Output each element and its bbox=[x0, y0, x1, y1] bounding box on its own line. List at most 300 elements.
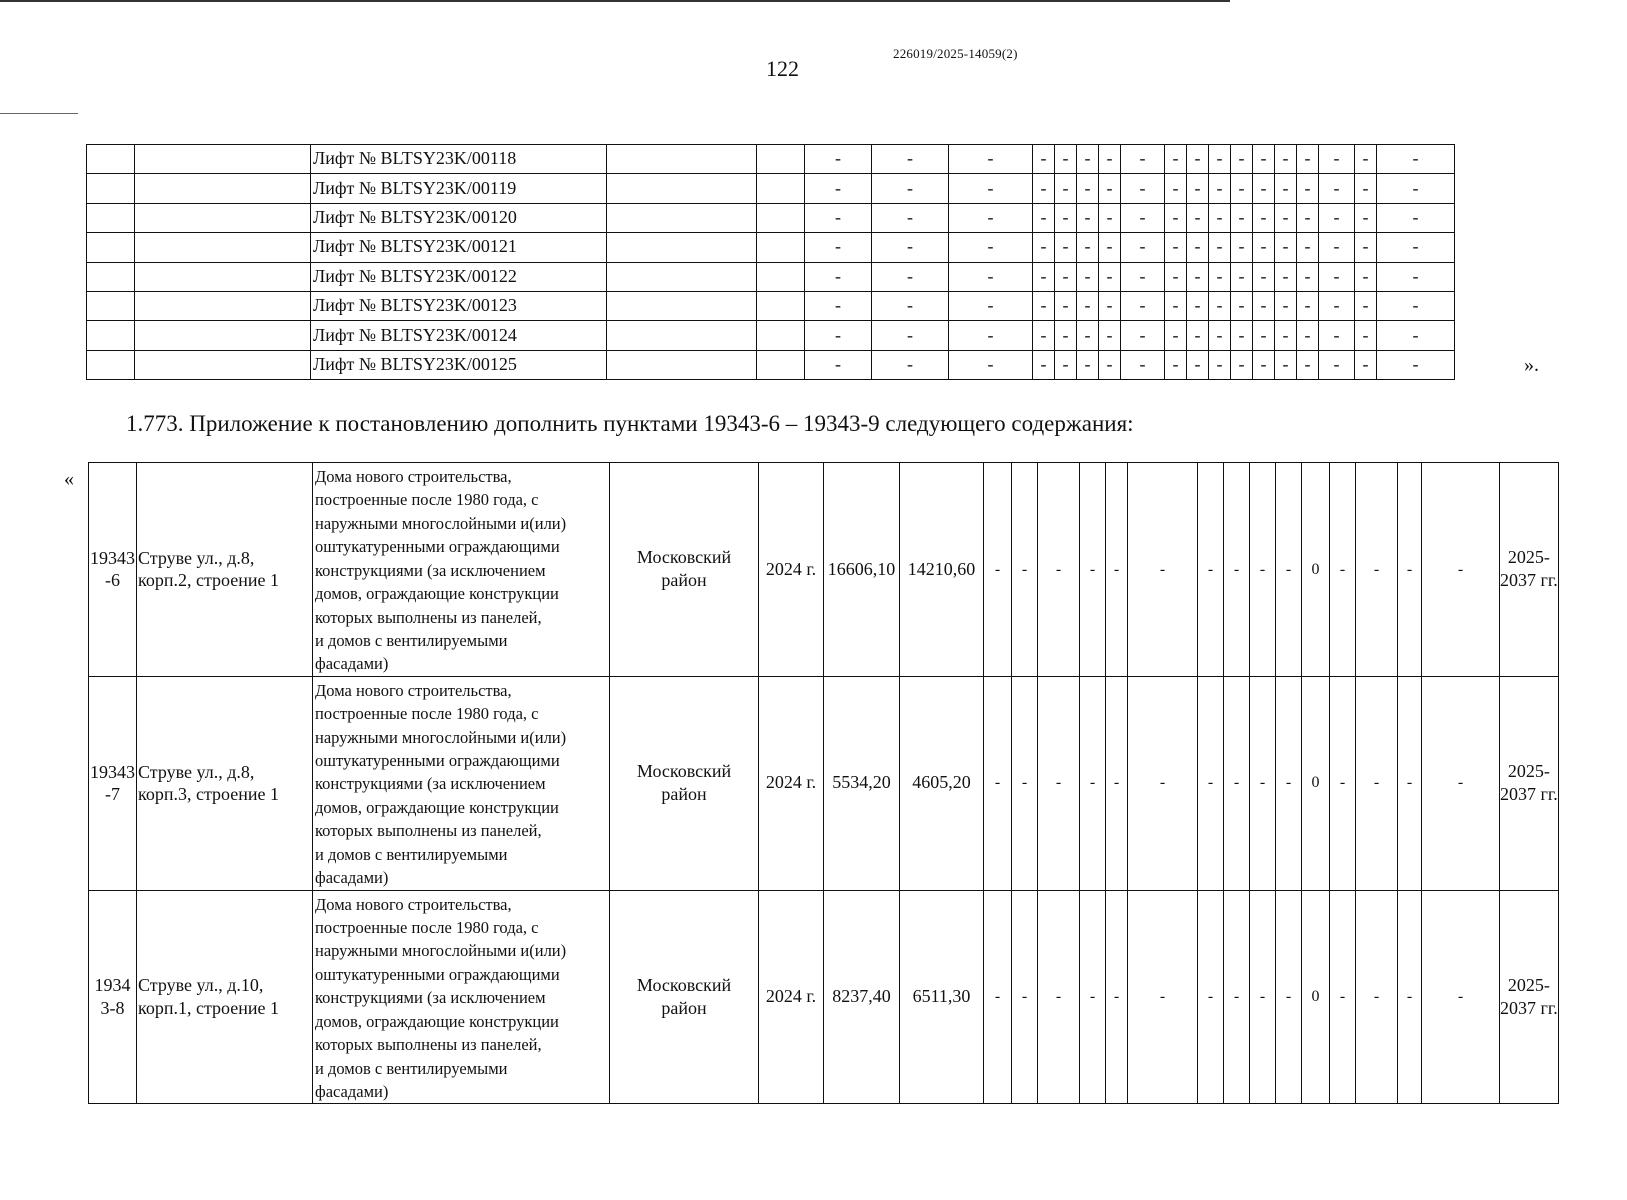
value-cell: - bbox=[1106, 676, 1128, 890]
dash-cell: - bbox=[949, 145, 1033, 174]
dash-cell: - bbox=[1355, 262, 1377, 291]
dash-cell: - bbox=[1297, 145, 1319, 174]
dash-cell: - bbox=[949, 350, 1033, 379]
dash-cell: - bbox=[1253, 350, 1275, 379]
dash-cell: - bbox=[1077, 203, 1099, 232]
dash-cell: - bbox=[1099, 174, 1121, 203]
empty-cell bbox=[607, 350, 757, 379]
dash-cell: - bbox=[872, 262, 949, 291]
dash-cell: - bbox=[1319, 321, 1355, 350]
dash-cell: - bbox=[1355, 174, 1377, 203]
category-line: оштукатуренными ограждающими bbox=[315, 537, 560, 557]
living-area: 14210,60 bbox=[900, 463, 984, 677]
total-area: 16606,10 bbox=[824, 463, 900, 677]
dash-cell: - bbox=[1055, 233, 1077, 262]
district bbox=[610, 676, 759, 890]
dash-cell: - bbox=[1377, 321, 1455, 350]
dash-cell: - bbox=[1209, 233, 1231, 262]
district-line: район bbox=[661, 784, 707, 805]
dash-cell: - bbox=[1355, 233, 1377, 262]
period bbox=[1500, 676, 1559, 890]
dash-cell: - bbox=[1253, 203, 1275, 232]
dash-cell: - bbox=[1275, 145, 1297, 174]
dash-cell: - bbox=[949, 203, 1033, 232]
dash-cell: - bbox=[1319, 145, 1355, 174]
category-line: построенные после 1980 года, с bbox=[315, 918, 539, 938]
dash-cell: - bbox=[1253, 291, 1275, 320]
dash-cell: - bbox=[1231, 350, 1253, 379]
category-line: фасадами) bbox=[315, 868, 389, 888]
dash-cell: - bbox=[1377, 145, 1455, 174]
value-cell: - bbox=[1250, 463, 1276, 677]
value-cell: - bbox=[1422, 890, 1500, 1104]
dash-cell: - bbox=[1231, 321, 1253, 350]
dash-cell: - bbox=[1253, 174, 1275, 203]
dash-cell: - bbox=[1209, 291, 1231, 320]
empty-cell bbox=[87, 350, 135, 379]
item-number bbox=[89, 890, 137, 1104]
amendment-paragraph: 1.773. Приложение к постановлению дополнить пунктами 19343-6 – 19343-9 следующего содержания: bbox=[126, 411, 1134, 436]
living-area: 4605,20 bbox=[900, 676, 984, 890]
value-cell: - bbox=[1198, 676, 1224, 890]
period-line: 2037 гг. bbox=[1500, 570, 1558, 591]
value-cell: - bbox=[1250, 890, 1276, 1104]
dash-cell: - bbox=[1231, 291, 1253, 320]
dash-cell: - bbox=[1377, 291, 1455, 320]
dash-cell: - bbox=[1319, 233, 1355, 262]
category-line: Дома нового строительства, bbox=[315, 467, 512, 486]
value-cell: - bbox=[1398, 676, 1422, 890]
table-row bbox=[87, 233, 1455, 262]
dash-cell: - bbox=[1297, 174, 1319, 203]
page-number: 122 bbox=[766, 56, 799, 81]
address bbox=[137, 890, 313, 1104]
dash-cell: - bbox=[1275, 174, 1297, 203]
item-number-line: 3-8 bbox=[100, 997, 125, 1018]
dash-cell: - bbox=[1099, 203, 1121, 232]
building-category bbox=[313, 676, 610, 890]
address-line: корп.1, строение 1 bbox=[138, 997, 280, 1018]
dash-cell: - bbox=[805, 203, 872, 232]
dash-cell: - bbox=[1275, 291, 1297, 320]
address-line: корп.3, строение 1 bbox=[138, 784, 280, 805]
item-number-line: -6 bbox=[105, 570, 120, 591]
dash-cell: - bbox=[949, 321, 1033, 350]
address-line: Струве ул., д.8, bbox=[138, 761, 255, 782]
dash-cell: - bbox=[1033, 321, 1055, 350]
dash-cell: - bbox=[1055, 291, 1077, 320]
empty-cell bbox=[135, 291, 311, 320]
value-cell: - bbox=[1398, 890, 1422, 1104]
dash-cell: - bbox=[1187, 203, 1209, 232]
building-table bbox=[88, 462, 1559, 1104]
item-number-line: 19343 bbox=[90, 547, 135, 568]
district-line: Московский bbox=[636, 974, 732, 995]
dash-cell: - bbox=[1077, 321, 1099, 350]
period-line: 2037 гг. bbox=[1500, 997, 1558, 1018]
dash-cell: - bbox=[1121, 233, 1165, 262]
period bbox=[1500, 463, 1559, 677]
district bbox=[610, 890, 759, 1104]
lift-name: Лифт № BLTSY23K/00122 bbox=[311, 262, 607, 291]
category-line: конструкциями (за исключением bbox=[315, 774, 546, 794]
category-line: которых выполнены из панелей, bbox=[315, 821, 542, 841]
value-cell: - bbox=[1330, 463, 1356, 677]
value-cell: - bbox=[984, 890, 1012, 1104]
value-cell: - bbox=[1080, 890, 1106, 1104]
dash-cell: - bbox=[949, 262, 1033, 291]
dash-cell: - bbox=[872, 174, 949, 203]
empty-cell bbox=[607, 321, 757, 350]
dash-cell: - bbox=[1187, 291, 1209, 320]
dash-cell: - bbox=[805, 262, 872, 291]
category-line: конструкциями (за исключением bbox=[315, 988, 546, 1008]
value-cell: - bbox=[1198, 890, 1224, 1104]
dash-cell: - bbox=[1209, 350, 1231, 379]
empty-cell bbox=[607, 203, 757, 232]
value-cell: - bbox=[1224, 463, 1250, 677]
value-cell: 0 bbox=[1302, 463, 1330, 677]
lift-table bbox=[86, 144, 1455, 380]
empty-cell bbox=[757, 262, 805, 291]
period-line: 2025- bbox=[1507, 760, 1550, 781]
category-line: и домов с вентилируемыми bbox=[315, 844, 508, 864]
value-cell: - bbox=[1080, 676, 1106, 890]
year: 2024 г. bbox=[759, 676, 824, 890]
category-line: построенные после 1980 года, с bbox=[315, 490, 539, 510]
dash-cell: - bbox=[1165, 233, 1187, 262]
year: 2024 г. bbox=[759, 890, 824, 1104]
dash-cell: - bbox=[1253, 145, 1275, 174]
period bbox=[1500, 890, 1559, 1104]
value-cell: - bbox=[1012, 463, 1038, 677]
dash-cell: - bbox=[1055, 321, 1077, 350]
building-category bbox=[313, 463, 610, 677]
dash-cell: - bbox=[1231, 145, 1253, 174]
empty-cell bbox=[607, 174, 757, 203]
dash-cell: - bbox=[1099, 233, 1121, 262]
value-cell: 0 bbox=[1302, 890, 1330, 1104]
lift-name: Лифт № BLTSY23K/00121 bbox=[311, 233, 607, 262]
dash-cell: - bbox=[1187, 262, 1209, 291]
lift-name: Лифт № BLTSY23K/00119 bbox=[311, 174, 607, 203]
dash-cell: - bbox=[1253, 233, 1275, 262]
lift-name: Лифт № BLTSY23K/00125 bbox=[311, 350, 607, 379]
category-line: и домов с вентилируемыми bbox=[315, 630, 508, 650]
empty-cell bbox=[135, 233, 311, 262]
category-line: построенные после 1980 года, с bbox=[315, 704, 539, 724]
dash-cell: - bbox=[1355, 350, 1377, 379]
dash-cell: - bbox=[1099, 321, 1121, 350]
dash-cell: - bbox=[1187, 321, 1209, 350]
dash-cell: - bbox=[1209, 145, 1231, 174]
table-row bbox=[87, 145, 1455, 174]
value-cell: - bbox=[1224, 890, 1250, 1104]
dash-cell: - bbox=[1077, 174, 1099, 203]
total-area: 8237,40 bbox=[824, 890, 900, 1104]
dash-cell: - bbox=[1209, 174, 1231, 203]
dash-cell: - bbox=[1319, 203, 1355, 232]
document-reference: 226019/2025-14059(2) bbox=[893, 46, 1018, 61]
value-cell: - bbox=[1012, 890, 1038, 1104]
dash-cell: - bbox=[1055, 145, 1077, 174]
district-line: Московский bbox=[636, 760, 732, 781]
dash-cell: - bbox=[949, 291, 1033, 320]
dash-cell: - bbox=[1209, 321, 1231, 350]
dash-cell: - bbox=[1355, 291, 1377, 320]
item-number bbox=[89, 676, 137, 890]
value-cell: - bbox=[984, 463, 1012, 677]
dash-cell: - bbox=[1275, 262, 1297, 291]
dash-cell: - bbox=[1033, 203, 1055, 232]
empty-cell bbox=[607, 145, 757, 174]
dash-cell: - bbox=[1033, 233, 1055, 262]
dash-cell: - bbox=[949, 233, 1033, 262]
category-line: фасадами) bbox=[315, 1081, 389, 1101]
lift-name: Лифт № BLTSY23K/00123 bbox=[311, 291, 607, 320]
item-number bbox=[89, 463, 137, 677]
dash-cell: - bbox=[1231, 233, 1253, 262]
dash-cell: - bbox=[1297, 350, 1319, 379]
empty-cell bbox=[87, 233, 135, 262]
empty-cell bbox=[757, 321, 805, 350]
value-cell: - bbox=[1330, 676, 1356, 890]
category-line: Дома нового строительства, bbox=[315, 680, 512, 700]
dash-cell: - bbox=[872, 203, 949, 232]
dash-cell: - bbox=[1377, 203, 1455, 232]
value-cell: - bbox=[1276, 676, 1302, 890]
dash-cell: - bbox=[805, 291, 872, 320]
dash-cell: - bbox=[1121, 262, 1165, 291]
category-line: наружными многослойными и(или) bbox=[315, 513, 567, 533]
dash-cell: - bbox=[1077, 233, 1099, 262]
value-cell: - bbox=[1038, 890, 1080, 1104]
period-line: 2037 гг. bbox=[1500, 784, 1558, 805]
period-line: 2025- bbox=[1507, 547, 1550, 567]
category-line: наружными многослойными и(или) bbox=[315, 941, 567, 961]
dash-cell: - bbox=[1377, 233, 1455, 262]
value-cell: - bbox=[1356, 890, 1398, 1104]
empty-cell bbox=[135, 145, 311, 174]
living-area: 6511,30 bbox=[900, 890, 984, 1104]
lift-name: Лифт № BLTSY23K/00120 bbox=[311, 203, 607, 232]
empty-cell bbox=[87, 174, 135, 203]
empty-cell bbox=[87, 262, 135, 291]
value-cell: - bbox=[984, 676, 1012, 890]
dash-cell: - bbox=[1165, 262, 1187, 291]
period-line: 2025- bbox=[1507, 974, 1550, 995]
category-line: домов, ограждающие конструкции bbox=[315, 1011, 559, 1031]
address bbox=[137, 676, 313, 890]
dash-cell: - bbox=[1297, 321, 1319, 350]
closing-quote: ». bbox=[1524, 354, 1539, 376]
value-cell: - bbox=[1106, 890, 1128, 1104]
dash-cell: - bbox=[1165, 350, 1187, 379]
dash-cell: - bbox=[1033, 174, 1055, 203]
category-line: и домов с вентилируемыми bbox=[315, 1058, 508, 1078]
district-line: район bbox=[661, 997, 707, 1018]
dash-cell: - bbox=[1377, 262, 1455, 291]
value-cell: - bbox=[1250, 676, 1276, 890]
dash-cell: - bbox=[1231, 262, 1253, 291]
dash-cell: - bbox=[1077, 262, 1099, 291]
empty-cell bbox=[135, 174, 311, 203]
dash-cell: - bbox=[1099, 350, 1121, 379]
value-cell: - bbox=[1080, 463, 1106, 677]
dash-cell: - bbox=[1319, 291, 1355, 320]
opening-quote: « bbox=[64, 468, 74, 490]
dash-cell: - bbox=[1209, 262, 1231, 291]
address bbox=[137, 463, 313, 677]
dash-cell: - bbox=[1355, 321, 1377, 350]
empty-cell bbox=[135, 350, 311, 379]
dash-cell: - bbox=[1077, 350, 1099, 379]
value-cell: - bbox=[1224, 676, 1250, 890]
dash-cell: - bbox=[1319, 350, 1355, 379]
dash-cell: - bbox=[1355, 203, 1377, 232]
empty-cell bbox=[135, 203, 311, 232]
empty-cell bbox=[757, 203, 805, 232]
dash-cell: - bbox=[1055, 262, 1077, 291]
dash-cell: - bbox=[805, 145, 872, 174]
empty-cell bbox=[87, 291, 135, 320]
dash-cell: - bbox=[1121, 350, 1165, 379]
category-line: оштукатуренными ограждающими bbox=[315, 751, 560, 771]
dash-cell: - bbox=[1275, 233, 1297, 262]
dash-cell: - bbox=[949, 174, 1033, 203]
category-line: оштукатуренными ограждающими bbox=[315, 964, 560, 984]
dash-cell: - bbox=[805, 350, 872, 379]
dash-cell: - bbox=[1099, 262, 1121, 291]
value-cell: - bbox=[1128, 463, 1198, 677]
value-cell: - bbox=[1106, 463, 1128, 677]
dash-cell: - bbox=[1319, 262, 1355, 291]
dash-cell: - bbox=[1297, 291, 1319, 320]
district-line: Московский bbox=[636, 547, 732, 567]
dash-cell: - bbox=[1297, 262, 1319, 291]
dash-cell: - bbox=[1187, 145, 1209, 174]
empty-cell bbox=[757, 291, 805, 320]
value-cell: - bbox=[1330, 890, 1356, 1104]
lift-name: Лифт № BLTSY23K/00118 bbox=[311, 145, 607, 174]
empty-cell bbox=[87, 203, 135, 232]
dash-cell: - bbox=[1275, 321, 1297, 350]
dash-cell: - bbox=[1165, 291, 1187, 320]
value-cell: - bbox=[1276, 890, 1302, 1104]
dash-cell: - bbox=[1297, 233, 1319, 262]
table-row bbox=[87, 291, 1455, 320]
dash-cell: - bbox=[1121, 145, 1165, 174]
dash-cell: - bbox=[1253, 321, 1275, 350]
dash-cell: - bbox=[1121, 321, 1165, 350]
category-line: домов, ограждающие конструкции bbox=[315, 584, 559, 604]
dash-cell: - bbox=[872, 291, 949, 320]
empty-cell bbox=[135, 321, 311, 350]
value-cell: - bbox=[1012, 676, 1038, 890]
building-category bbox=[313, 890, 610, 1104]
value-cell: - bbox=[1422, 463, 1500, 677]
address-line: Струве ул., д.8, bbox=[138, 547, 255, 568]
dash-cell: - bbox=[1297, 203, 1319, 232]
value-cell: - bbox=[1356, 463, 1398, 677]
dash-cell: - bbox=[1033, 145, 1055, 174]
dash-cell: - bbox=[805, 174, 872, 203]
table-row bbox=[87, 262, 1455, 291]
address-line: Струве ул., д.10, bbox=[138, 975, 264, 996]
empty-cell bbox=[757, 350, 805, 379]
value-cell: - bbox=[1128, 676, 1198, 890]
dash-cell: - bbox=[1055, 203, 1077, 232]
value-cell: - bbox=[1356, 676, 1398, 890]
dash-cell: - bbox=[872, 321, 949, 350]
table-row bbox=[89, 463, 1559, 677]
category-line: наружными многослойными и(или) bbox=[315, 727, 567, 747]
table-row bbox=[87, 350, 1455, 379]
dash-cell: - bbox=[872, 145, 949, 174]
dash-cell: - bbox=[1187, 350, 1209, 379]
value-cell: - bbox=[1038, 676, 1080, 890]
empty-cell bbox=[87, 321, 135, 350]
dash-cell: - bbox=[1165, 145, 1187, 174]
dash-cell: - bbox=[1121, 291, 1165, 320]
item-number-line: -7 bbox=[105, 784, 120, 805]
year: 2024 г. bbox=[759, 463, 824, 677]
dash-cell: - bbox=[1033, 262, 1055, 291]
district-line: район bbox=[661, 570, 707, 591]
table-row bbox=[87, 321, 1455, 350]
dash-cell: - bbox=[1077, 145, 1099, 174]
empty-cell bbox=[607, 291, 757, 320]
dash-cell: - bbox=[1231, 203, 1253, 232]
table-row bbox=[87, 203, 1455, 232]
dash-cell: - bbox=[872, 350, 949, 379]
dash-cell: - bbox=[1033, 350, 1055, 379]
category-line: которых выполнены из панелей, bbox=[315, 607, 542, 627]
dash-cell: - bbox=[1033, 291, 1055, 320]
dash-cell: - bbox=[1099, 291, 1121, 320]
district bbox=[610, 463, 759, 677]
dash-cell: - bbox=[1055, 174, 1077, 203]
dash-cell: - bbox=[1121, 174, 1165, 203]
dash-cell: - bbox=[1253, 262, 1275, 291]
dash-cell: - bbox=[1275, 203, 1297, 232]
category-line: конструкциями (за исключением bbox=[315, 560, 546, 580]
address-line: корп.2, строение 1 bbox=[138, 570, 280, 591]
value-cell: - bbox=[1038, 463, 1080, 677]
dash-cell: - bbox=[1209, 203, 1231, 232]
top-border-line bbox=[0, 0, 1230, 2]
dash-cell: - bbox=[1231, 174, 1253, 203]
dash-cell: - bbox=[1187, 233, 1209, 262]
dash-cell: - bbox=[1121, 203, 1165, 232]
category-line: Дома нового строительства, bbox=[315, 894, 512, 914]
left-margin-line bbox=[0, 113, 78, 114]
empty-cell bbox=[87, 145, 135, 174]
category-line: которых выполнены из панелей, bbox=[315, 1035, 542, 1055]
empty-cell bbox=[757, 233, 805, 262]
dash-cell: - bbox=[805, 321, 872, 350]
empty-cell bbox=[757, 174, 805, 203]
dash-cell: - bbox=[1275, 350, 1297, 379]
value-cell: 0 bbox=[1302, 676, 1330, 890]
value-cell: - bbox=[1128, 890, 1198, 1104]
value-cell: - bbox=[1276, 463, 1302, 677]
empty-cell bbox=[607, 262, 757, 291]
dash-cell: - bbox=[1055, 350, 1077, 379]
table-row bbox=[87, 174, 1455, 203]
dash-cell: - bbox=[805, 233, 872, 262]
lift-name: Лифт № BLTSY23K/00124 bbox=[311, 321, 607, 350]
